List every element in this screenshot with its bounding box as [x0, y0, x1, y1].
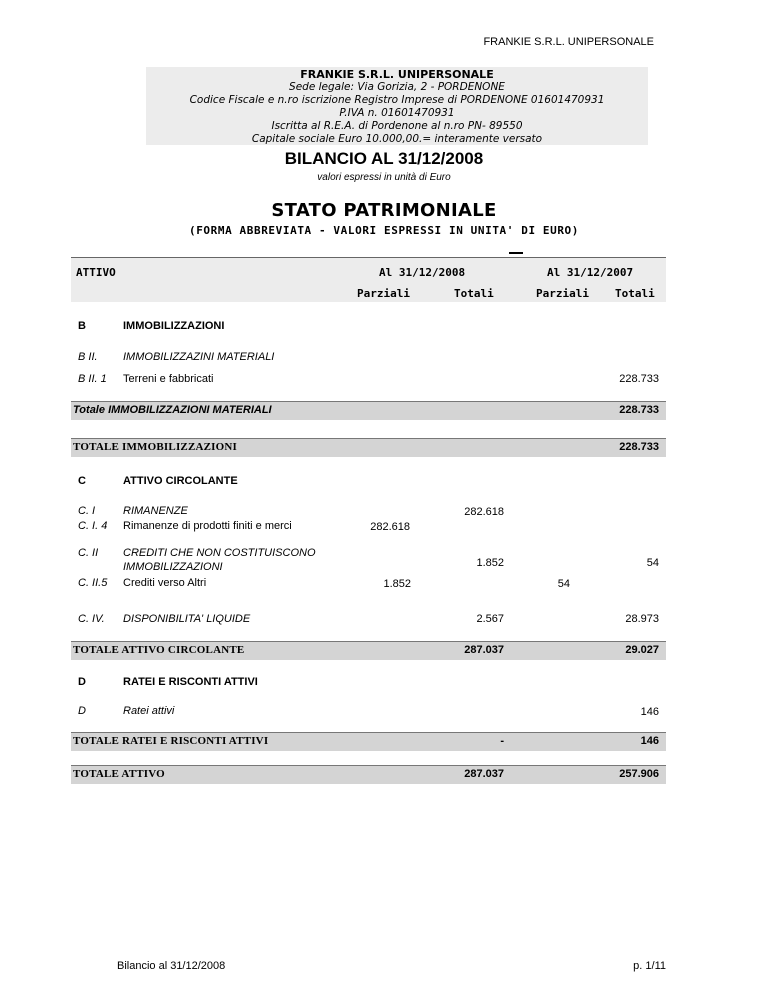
row-label: ATTIVO CIRCOLANTE [123, 475, 238, 487]
header-parziali-2008: Parziali [357, 287, 410, 300]
row-code: C. I [78, 505, 96, 517]
value-totali-2007: 28.973 [625, 613, 659, 625]
row-label-prefix: Totale [73, 404, 105, 416]
company-vat: P.IVA n. 01601470931 [339, 107, 455, 119]
header-totali-2007: Totali [615, 287, 655, 300]
row-code: C. II [78, 547, 99, 559]
running-header: FRANKIE S.R.L. UNIPERSONALE [483, 36, 654, 48]
row-label-cont: IMMOBILIZZAZIONI [123, 561, 223, 573]
company-address: Sede legale: Via Gorizia, 2 - PORDENONE [289, 81, 505, 93]
row-code: D [78, 676, 86, 688]
row-label: IMMOBILIZZAZINI MATERIALI [123, 351, 275, 363]
row-code: C. I. 4 [78, 520, 108, 532]
company-info-box [146, 67, 648, 145]
row-label: IMMOBILIZZAZIONI [123, 320, 225, 332]
value-totali-2007: 228.733 [619, 404, 659, 416]
document-subtitle: valori espressi in unità di Euro [317, 172, 451, 183]
value-totali-2008: 287.037 [464, 644, 504, 656]
row-label: DISPONIBILITA' LIQUIDE [123, 613, 251, 625]
row-label: Terreni e fabbricati [123, 373, 214, 385]
value-totali-2008: 282.618 [464, 506, 504, 518]
row-label [73, 404, 272, 416]
divider-mark [509, 252, 523, 254]
company-fiscal-code: Codice Fiscale e n.ro iscrizione Registro Imprese di PORDENONE 01601470931 [189, 94, 605, 106]
value-totali-2008: 2.567 [476, 613, 504, 625]
total-row [71, 641, 666, 660]
row-code: C [78, 475, 86, 487]
footer-title: Bilancio al 31/12/2008 [117, 960, 226, 972]
row-code: C. II.5 [78, 577, 108, 589]
value-totali-2008: 287.037 [464, 768, 504, 780]
header-totali-2008: Totali [454, 287, 494, 300]
header-year-2008: Al 31/12/2008 [379, 266, 466, 279]
row-label: Crediti verso Altri [123, 577, 207, 589]
row-label: TOTALE ATTIVO CIRCOLANTE [73, 644, 245, 656]
value-totali-2007: 228.733 [619, 441, 659, 453]
header-attivo: ATTIVO [76, 266, 116, 279]
subtotal-row [71, 401, 666, 420]
value-totali-2007: 54 [646, 557, 659, 569]
total-row [71, 438, 666, 457]
row-label: TOTALE IMMOBILIZZAZIONI [73, 441, 238, 453]
value-parziali-2008: 282.618 [370, 521, 410, 533]
row-label: CREDITI CHE NON COSTITUISCONO [123, 547, 316, 559]
header-parziali-2007: Parziali [536, 287, 589, 300]
row-label: RIMANENZE [123, 505, 188, 517]
value-totali-2007: 146 [640, 706, 659, 718]
grand-total-row [71, 765, 666, 784]
row-label: Ratei attivi [123, 705, 175, 717]
section-subtitle: (FORMA ABBREVIATA - VALORI ESPRESSI IN UNITA' DI EURO) [188, 224, 580, 237]
document-title: BILANCIO AL 31/12/2008 [284, 149, 484, 168]
page-number: p. 1/11 [633, 960, 666, 972]
table-column-header [71, 257, 666, 302]
value-totali-2007: 29.027 [625, 644, 659, 656]
row-label: TOTALE RATEI E RISCONTI ATTIVI [73, 735, 269, 747]
row-label: Rimanenze di prodotti finiti e merci [123, 520, 292, 532]
row-label-main: IMMOBILIZZAZIONI MATERIALI [108, 404, 272, 416]
row-code: B [78, 320, 86, 332]
row-code: D [78, 705, 86, 717]
row-label: TOTALE ATTIVO [73, 768, 165, 780]
row-code: B II. 1 [78, 373, 107, 385]
value-parziali-2008: 1.852 [383, 578, 411, 590]
company-name: FRANKIE S.R.L. UNIPERSONALE [300, 68, 494, 81]
row-label: RATEI E RISCONTI ATTIVI [123, 676, 258, 688]
company-capital: Capitale sociale Euro 10.000,00.= interamente versato [251, 133, 543, 145]
value-totali-2007: 257.906 [619, 768, 659, 780]
value-totali-2007: 228.733 [619, 373, 659, 385]
value-totali-2008: 1.852 [476, 557, 504, 569]
total-row [71, 732, 666, 751]
value-totali-2008: - [500, 735, 504, 747]
section-title: STATO PATRIMONIALE [271, 200, 497, 221]
value-parziali-2007: 54 [557, 578, 570, 590]
row-code: B II. [78, 351, 98, 363]
company-rea: Iscritta al R.E.A. di Pordenone al n.ro PN- 89550 [271, 120, 523, 132]
row-code: C. IV. [78, 613, 105, 625]
value-totali-2007: 146 [640, 735, 659, 747]
header-year-2007: Al 31/12/2007 [547, 266, 634, 279]
